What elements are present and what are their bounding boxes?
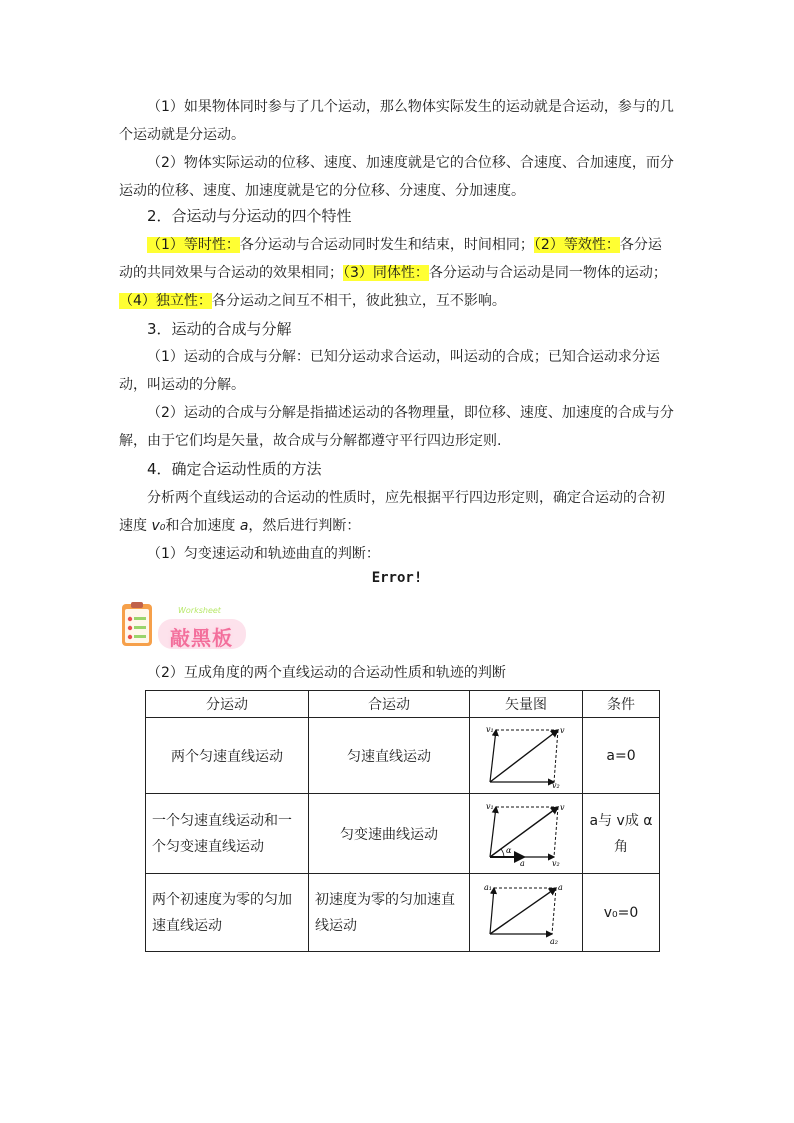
- row-3-condition: v₀=0: [583, 874, 660, 952]
- section-4-heading: 4．确定合运动性质的方法: [147, 460, 322, 478]
- property-same-body-desc: 各分运动与合运动是同一物体的运动；: [428, 265, 667, 281]
- property-simultaneity-desc: 各分运动与合运动同时发生和结束，时间相同；: [239, 237, 534, 253]
- section-3-heading: 3．运动的合成与分解: [147, 320, 292, 338]
- label-v1: v₁: [486, 801, 494, 811]
- table-row: [146, 874, 660, 952]
- badge-small-text: Worksheet: [178, 606, 221, 615]
- row-2-sub: 一个匀速直线运动和一个匀变速直线运动: [146, 794, 309, 874]
- vector-diagram-curved: [484, 801, 568, 867]
- row-2-condition-a: a与 v成 α: [589, 812, 653, 829]
- table-header-row: [146, 691, 660, 718]
- vector-diagram-uniform: [484, 724, 568, 788]
- section-3-paragraph-2: （2）运动的合成与分解是指描述运动的各物理量，即位移、速度、加速度的合成与分解，由于它们均是矢量，故合成与分解都遵守平行四边形定则.: [119, 405, 674, 449]
- paragraph-1: （1）如果物体同时参与了几个运动，那么物体实际发生的运动就是合运动，参与的几个运动就是分运动。: [119, 99, 674, 143]
- badge-text: 敲黑板: [170, 626, 233, 650]
- section-4-intro: [119, 484, 675, 540]
- row-2-combined: 匀变速曲线运动: [309, 794, 470, 874]
- row-1-sub: 两个匀速直线运动: [146, 718, 309, 794]
- header-vector-diagram: 矢量图: [470, 691, 583, 718]
- intro-text-c: ，然后进行判断：: [248, 518, 361, 534]
- header-combined-motion: 合运动: [309, 691, 470, 718]
- label-v: v: [560, 725, 565, 735]
- table-caption: （2）互成角度的两个直线运动的合运动性质和轨迹的判断: [147, 665, 506, 681]
- row-3-sub: 两个初速度为零的匀加速直线运动: [146, 874, 309, 952]
- row-1-condition: a=0: [583, 718, 660, 794]
- label-a1: a₁: [484, 882, 492, 892]
- label-v1: v₁: [486, 724, 494, 734]
- intro-text-b: 和合加速度: [165, 518, 240, 534]
- property-independence-term: （4）独立性：: [119, 293, 212, 309]
- property-same-body-term: （3）同体性：: [343, 265, 429, 281]
- error-text: Error!: [371, 570, 423, 586]
- label-v: v: [560, 802, 565, 812]
- property-equivalence-desc: 各分运动的共同效果与合运动的效果相同；: [119, 237, 662, 281]
- row-3-combined: 初速度为零的匀加速直线运动: [309, 874, 470, 952]
- header-sub-motion: 分运动: [146, 691, 309, 718]
- row-2-condition: [583, 794, 660, 874]
- table-row: [146, 794, 660, 874]
- section-2-heading: 2．合运动与分运动的四个特性: [147, 207, 352, 225]
- property-independence-desc: 各分运动之间互不相干，彼此独立，互不影响。: [211, 293, 506, 309]
- a-symbol: a: [239, 518, 249, 534]
- section-4-sub-1: （1）匀变速运动和轨迹曲直的判断：: [147, 546, 380, 562]
- section-2-properties: [119, 231, 675, 287]
- row-2-diagram: [470, 794, 583, 874]
- label-v2: v₂: [552, 858, 560, 867]
- label-a: a: [520, 858, 525, 867]
- row-1-diagram: [470, 718, 583, 794]
- property-equivalence-term: （2）等效性：: [533, 237, 620, 253]
- row-2-condition-b: 角: [614, 838, 628, 855]
- label-alpha: α: [506, 845, 512, 855]
- motion-table: [145, 690, 660, 952]
- row-1-combined: 匀速直线运动: [309, 718, 470, 794]
- vector-diagram-accel: [484, 880, 568, 946]
- row-3-diagram: [470, 874, 583, 952]
- paragraph-2: （2）物体实际运动的位移、速度、加速度就是它的合位移、合速度、合加速度，而分运动的位移、速度、加速度就是它的分位移、分速度、分加速度。: [119, 155, 674, 199]
- section-2-property-4: [119, 287, 675, 315]
- label-a2: a₂: [550, 936, 558, 946]
- label-v2: v₂: [552, 780, 560, 788]
- label-a: a: [558, 882, 563, 892]
- v0-symbol: v₀: [151, 518, 166, 534]
- table-row: [146, 718, 660, 794]
- property-simultaneity-term: （1）等时性：: [147, 237, 240, 253]
- intro-text-a: 分析两个直线运动的合运动的性质时，应先根据平行四边形定则，确定合运动的合初速度: [119, 490, 665, 534]
- section-3-paragraph-1: （1）运动的合成与分解：已知分运动求合运动，叫运动的合成；已知合运动求分运动，叫运动的分解。: [119, 349, 660, 393]
- header-condition: 条件: [583, 691, 660, 718]
